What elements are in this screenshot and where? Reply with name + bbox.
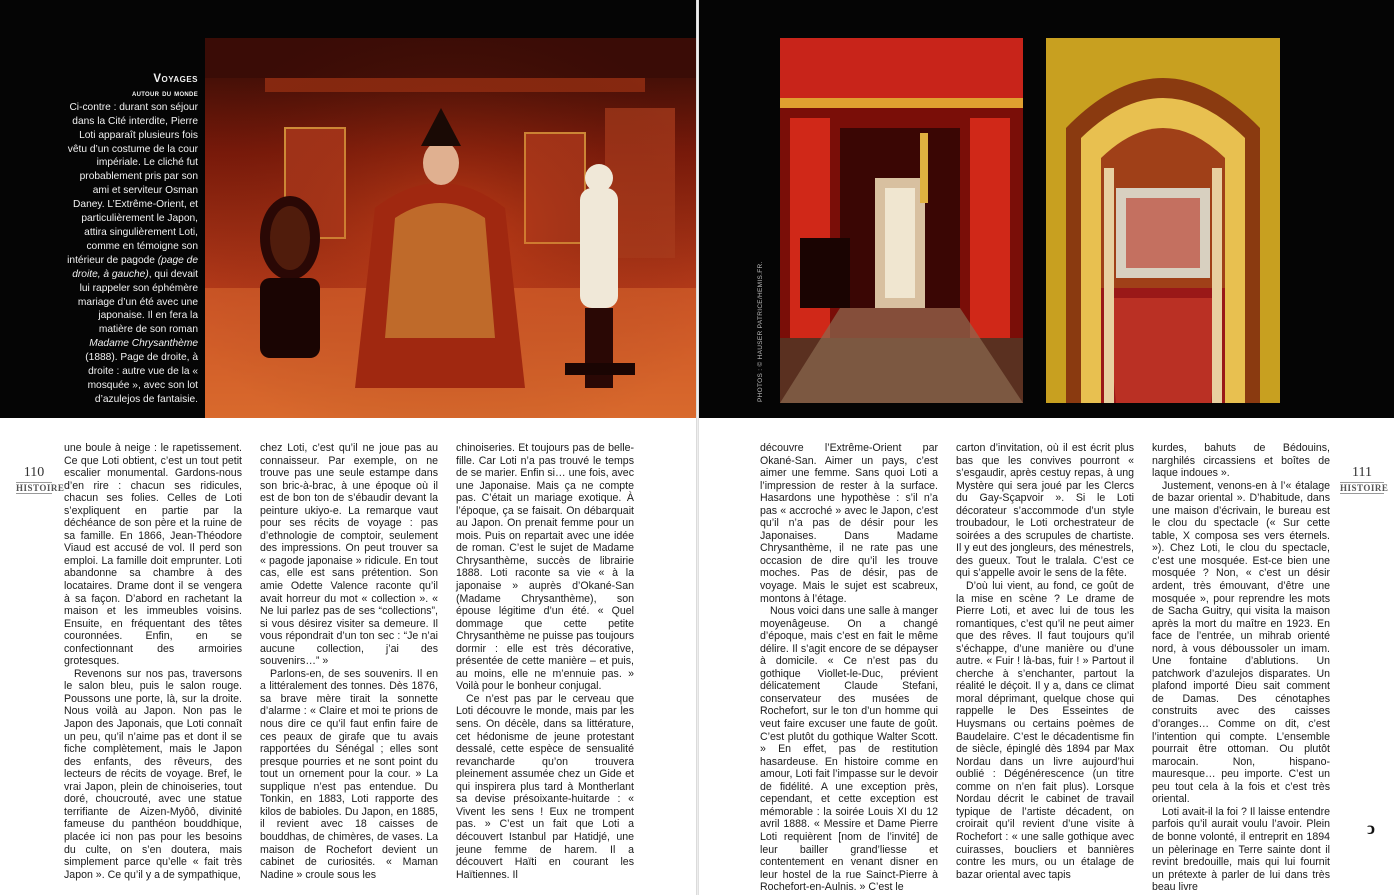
left-page — [0, 0, 696, 895]
paragraph: D’où lui vient, au fond, ce goût de la mise en scène ? Le drame de Pierre Loti, et avec lui de tous les romantiques, c’est qu’il ne peut aimer que des rêves. Il faut toujours qu’il s’échappe, d’une manière ou d’une autre. « Fuir ! là-bas, fuir ! » Partout il cherche à s’enchanter, partout la réalité le déçoit. Il y a, dans ce climat moral déprimant, quelque chose qui rappelle le Des Esseintes de Huysmans ou certains poèmes de Baudelaire. C’est le décadentisme fin de siècle, épinglé dès 1894 par Max Nordau dans un livre aujourd’hui oublié : Dégénérescence (un titre comme on n’en fait plus). Lorsque Nordau décrit le cabinet de travail typique de l’artiste décadent, on croirait qu’il revient d’une visite à Rochefort : « une salle gothique avec cuirasses, boucliers et bannières contre les murs, ou un étalage de bazar oriental avec tapis — [956, 580, 1134, 881]
photo-pagoda-interior — [780, 38, 1023, 403]
paragraph: carton d’invitation, où il est écrit plus bas que les convives pourront « s’esgaudir, après cestuy repas, à ung Mystère qui sera joué par les Clercs du Gay-Sçapvoir ». Si le Loti décorateur s’accommode d’un style troubadour, le Loti orchestrateur de soirées a des scrupules de chartiste. Il y eut des jongleurs, des ménestrels, des gueux. Tout le tralala. C’est ce qui s’appelle avoir le sens de la fête. — [956, 442, 1134, 580]
page-number: 111 — [1352, 465, 1372, 480]
paragraph: découvre l’Extrême-Orient par Okané-San. Aimer un pays, c’est aimer une femme. Sans quoi Loti a l’impression de rester à la surface. Hasardons une hypothèse : s’il n’a pas « accroché » avec le Japon, c’est qu’il n’a pas de désir pour les Japonaises. Dans Madame Chrysanthème, il ne rate pas une occasion de dire qu’il les trouve moches. Pas de désir, pas de voyage. Mais le sujet est scabreux, montons à l’étage. — [760, 442, 938, 605]
caption-italic-1: (page de droite, à gauche) — [72, 254, 198, 280]
photo-loti-costume — [205, 38, 696, 418]
paragraph: Loti avait-il la foi ? Il laisse entendre parfois qu’il aurait voulu l’avoir. Plein de bonne volonté, il entreprit en 1894 un pèlerinage en Terre sainte dont il revint bredouille, mais qui lui fournit un prétexte à parler de lui dans très beau livre — [1152, 805, 1330, 894]
paragraph: Parlons-en, de ses souvenirs. Il en a littéralement des tonnes. Dès 1876, sa brave mère tirait la sonnette d’alarme : « Claire et moi te prions de nous dire ce qu’il faut enfin faire de ces peaux de girafe que tu avais rapportées du Sénégal ; elles sont presque pourries et ne sont point du tout un ornement pour la cour. » La supplique n’est pas entendue. Du Tonkin, en 1883, Loti rapporte des kilos de babioles. Du Japon, en 1885, il revient avec 18 caisses de bouddhas, de chimères, de vases. La maison de Rochefort devient un cabinet de curiosités. « Maman Nadine » croule sous les — [260, 667, 438, 881]
caption-title: Voyages — [153, 73, 198, 85]
paragraph: Ce n’est pas par le cerveau que Loti découvre le monde, mais par les sens. On décèle, dans sa littérature, cet hédonisme de jeune protestant dessalé, cette espèce de sensualité revancharde qu’on trouvera pleinement assumée chez un Gide et qui inspirera plus tard à Montherlant sa devise présoixante-huitarde : « Vivent les sens ! Eux ne trompent pas. » C’est un fait que Loti a découvert Istanbul par Hatidjé, une jeune femme de harem. Il a découvert Haïti en courant les Haïtiennes. Il — [456, 692, 634, 881]
continued-mark: ↄ — [1367, 818, 1375, 838]
caption-text-3: (1888). Page de droite, à droite : autre vue de la « mosquée », avec son lot d’azulejos de fantaisie. — [85, 352, 198, 405]
magazine-logo: HISTOIRE — [16, 483, 65, 493]
caption-text-2: , qui devait lui rappeler son éphémère mariage d’un été avec une japonaise. Il en fera la matière de son roman — [77, 268, 198, 336]
photo-credit-text: PHOTOS : © HAUSER PATRICE/HEMIS.FR. — [757, 261, 764, 402]
right-page — [699, 0, 1394, 895]
paragraph: Justement, venons-en à l’« étalage de bazar oriental ». D’habitude, dans une maison d’écrivain, le bureau est le clou du spectacle (« Sur cette table, X composa ses vers éternels. »). Chez Loti, le clou du spectacle, c’est une mosquée. Est-ce bien une mosquée ? Non, « c’est un désir ardent, très émouvant, d’être une mosquée », pour reprendre les mots de Sacha Guitry, qui visita la maison après la mort du maître en 1923. En face de l’entrée, un mihrab orienté nord, à vous déboussoler un imam. Une fontaine d’ablutions. Un patchwork d’azulejos disparates. Un plafond importé Dieu sait comment de Damas. Des cénotaphes construits avec des caisses d’oranges… Comme on dit, c’est l’intention qui compte. L’ensemble pourrait être ottoman. Ou plutôt marocain. Non, hispano-mauresque… peu importe. C’est un peu tout cela à la fois et c’est très oriental. — [1152, 479, 1330, 806]
caption-text-1: Ci-contre : durant son séjour dans la Cité interdite, Pierre Loti apparaît plusieurs fois vêtu d’un costume de la cour impériale. Le cliché fut probablement pris par son ami et serviteur Osman Daney. L’Extrême-Orient, et particulièrement le Japon, attira singulièrement Loti, comme en témoigne son intérieur de pagode — [67, 101, 198, 266]
paragraph: kurdes, bahuts de Bédouins, narghilés circassiens et boîtes de laque indoues ». — [1152, 442, 1330, 480]
text-column-5 — [956, 442, 1134, 881]
photo-mosque-interior — [1046, 38, 1280, 403]
paragraph: Nous voici dans une salle à manger moyenâgeuse. On a changé d’époque, mais c’est en fait le même délire. Il s’agit encore de se dépayser à domicile. « Ce n’est pas du gothique Viollet-le-Duc, prévient délicatement Claude Stefani, conservateur des musées de Rochefort, sur le ton d’un homme qui veut faire excuser une faute de goût. C’est plutôt du gothique Walter Scott. » En effet, pas de restitution hasardeuse. En histoire comme en amour, Loti fait l’impasse sur le devoir de fidélité. A une exception près, cependant, et cette exception est mémorable : la soirée Louis XI du 12 avril 1888. « Messire et Dame Pierre Loti requièrent [nom de l’invité] de leur bailler grand’liesse et contentement en venant disner en leur hostel de la rue Sainct-Pierre à Rochefort-en-Aulnis. » C’est le — [760, 605, 938, 894]
text-column-2 — [260, 442, 438, 881]
paragraph: une boule à neige : le rapetissement. Ce que Loti obtient, c’est un tout petit escalier monumental. Gardons-nous d’en rire : chacun ses ridicules, chacun ses folies. Celles de Loti s’expliquent en partie par la déchéance de son père et la ruine de sa famille. En 1866, Jean-Théodore Viaud est accusé de vol. Il perd son emploi. La famille doit emprunter. Loti abandonne sa chambre à des locataires. Drame dont il se vengera à sa façon. D’abord en rachetant la maison et les immeubles voisins. Ensuite, en fréquentant des têtes couronnées. Enfin, en se confectionnant des armoiries grotesques. — [64, 442, 242, 668]
page-number: 110 — [23, 465, 45, 480]
paragraph: chez Loti, c’est qu’il ne joue pas au connaisseur. Par exemple, on ne trouve pas une seule estampe dans son bric-à-brac, à une époque où il est de bon ton de s’ébaudir devant la peinture ukiyo-e. La remarque vaut pour ses récits de voyage : pas d’ethnologie de comptoir, seulement des impressions. On peut trouver sa « pagode japonaise » ridicule. En tout cas, elle est sans prétention. Son amie Odette Valence raconte qu’il avait horreur du mot « collection ». « Ne lui parlez pas de ses “collections”, si vous désirez visiter sa demeure. Il vous répondrait d’un ton sec : “Je n’ai aucune collection, j’ai des souvenirs…” » — [260, 442, 438, 668]
text-column-3 — [456, 442, 634, 881]
text-column-1 — [64, 442, 242, 881]
magazine-logo: HISTOIRE — [1340, 483, 1389, 493]
page-folio-right — [1340, 465, 1389, 494]
caption-body — [64, 101, 198, 407]
paragraph: chinoiseries. Et toujours pas de belle-fille. Car Loti n’a pas trouvé le temps de se marier. Enfin si… une fois, avec une Japonaise. Mais ça ne compte pas. C’était un mariage exotique. À l’époque, ça se faisait. On débarquait au Japon. On prenait femme pour un mois. Puis on repartait avec une idée de roman. C’est le sujet de Madame Chrysanthème, succès de librairie 1888. Loti raconte sa vie « à la japonaise » auprès d’Okané-San (Madame Chrysanthème), son épouse légitime d’un été. « Quel dommage que cette petite Chrysanthème ne puisse pas toujours dormir : elle est très décorative, présentée de cette manière – et puis, au moins, elle ne m’ennuie pas. » Voilà pour le bonheur conjugal. — [456, 442, 634, 693]
page-folio-left — [16, 465, 65, 494]
text-column-4 — [760, 442, 938, 894]
caption-subtitle: autour du monde — [131, 87, 198, 98]
photo-credit — [757, 261, 771, 416]
photo-caption — [64, 73, 198, 407]
text-column-6 — [1152, 442, 1330, 894]
paragraph: Revenons sur nos pas, traversons le salon bleu, puis le salon rouge. Poussons une porte, là, sur la droite. Nous voilà au Japon. Non pas le Japon des Japonais, que Loti connaît un peu, qu’il n’aime pas et dont il se fiche complètement, mais le Japon des enfants, des rêveurs, des lecteurs de récits de voyage. Bref, le vrai Japon, plein de chinoiseries, tout doré, choucrouté, avec une statue terrifiante de Aizen-Myôô, divinité fameuse du panthéon bouddhique, placée ici non pas pour les besoins du culte, on s’en doutera, mais simplement parce qu’elle « fait très Japon ». Ce qu’il y a de sympathique, — [64, 667, 242, 881]
caption-italic-2: Madame Chrysanthème — [89, 338, 198, 350]
